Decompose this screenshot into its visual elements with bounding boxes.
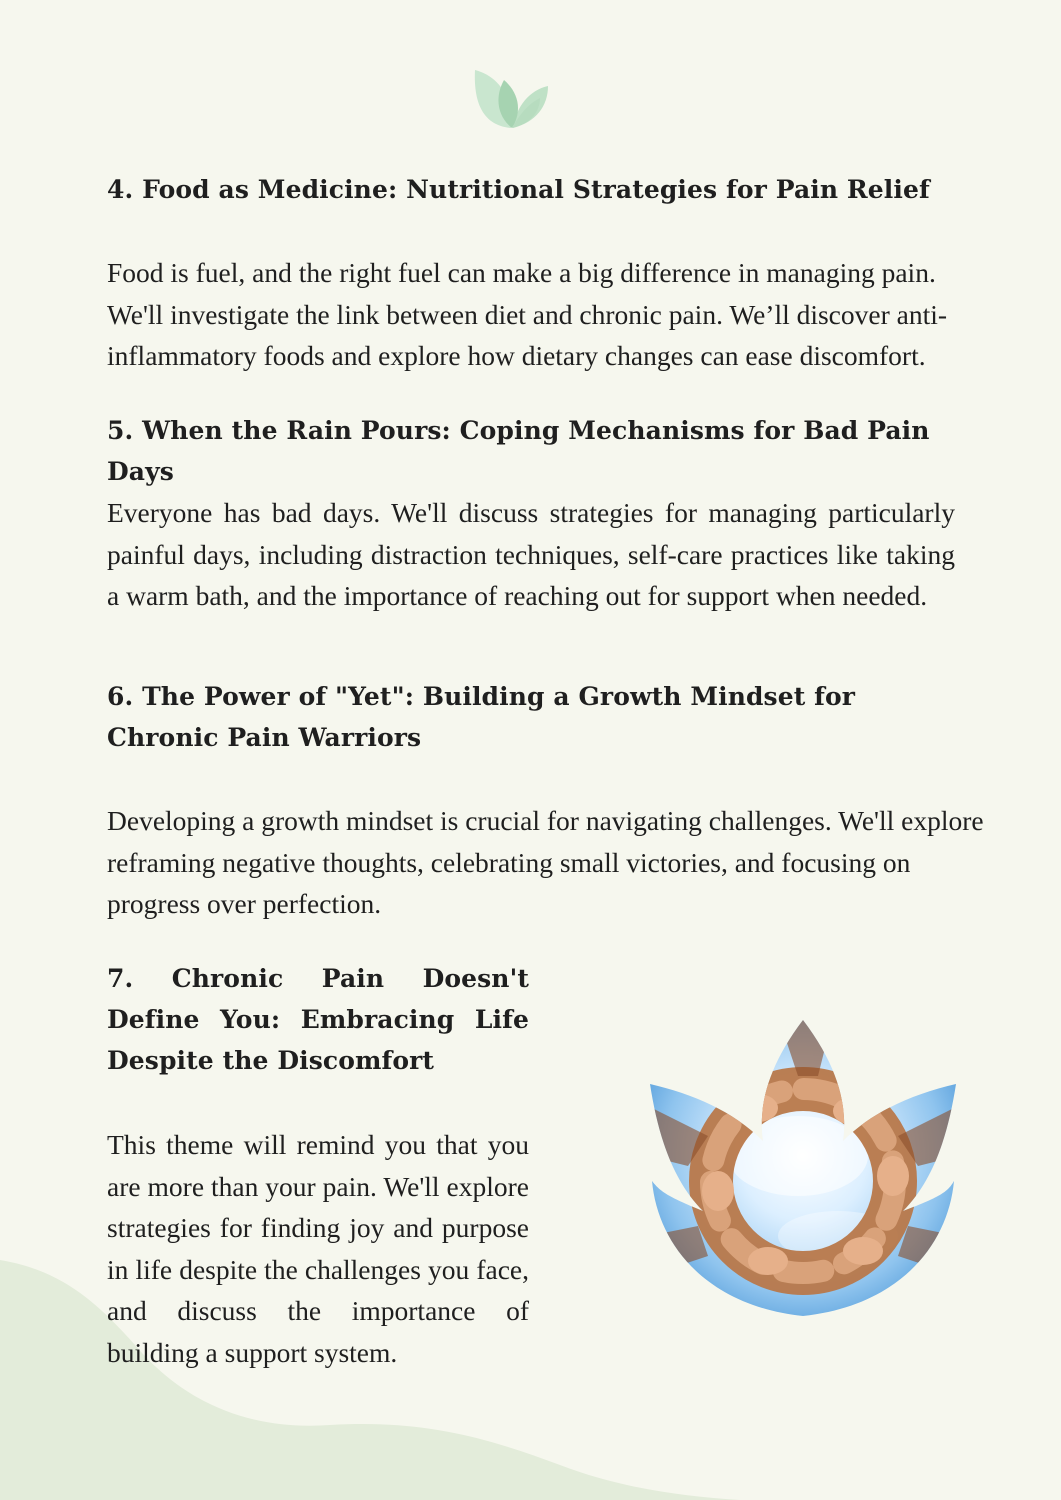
- section-4: [107, 169, 987, 210]
- section-body: Food is fuel, and the right fuel can make a big difference in managing pain. We'll investigate the link between diet and chronic pain. We’ll discover anti-inflammatory foods and explore how dietary changes can ease discomfort.: [107, 257, 948, 371]
- section-body: Developing a growth mindset is crucial for navigating challenges. We'll explore reframing negative thoughts, celebrating small victories, and focusing on progress over perfection.: [107, 805, 984, 919]
- lotus-shaped-hands-circle-photo: [648, 1016, 958, 1326]
- section-heading: 7. Chronic Pain Doesn't Define You: Embracing Life Despite the Discomfort: [107, 964, 529, 1075]
- section-heading: 6. The Power of "Yet": Building a Growth Mindset for Chronic Pain Warriors: [107, 682, 856, 752]
- section-body: Everyone has bad days. We'll discuss strategies for managing particularly painful days, including distraction techniques, self-care practices like taking a warm bath, and the importance of reaching out for support when needed.: [107, 497, 955, 611]
- section-5: [107, 410, 987, 492]
- section-6-body-wrap: [107, 800, 987, 925]
- section-body: This theme will remind you that you are more than your pain. We'll explore strategies for finding joy and purpose in life despite the challenges you face, and discuss the importance of building a support system.: [107, 1129, 529, 1368]
- green-leaves-icon: [468, 62, 554, 130]
- section-6: [107, 676, 967, 758]
- section-heading: 4. Food as Medicine: Nutritional Strategies for Pain Relief: [107, 175, 930, 204]
- section-7-body-wrap: [107, 1124, 529, 1373]
- section-4-body-wrap: [107, 252, 977, 377]
- section-heading: 5. When the Rain Pours: Coping Mechanisms for Bad Pain Days: [107, 416, 930, 486]
- section-5-body-wrap: [107, 492, 955, 617]
- section-7: [107, 958, 529, 1081]
